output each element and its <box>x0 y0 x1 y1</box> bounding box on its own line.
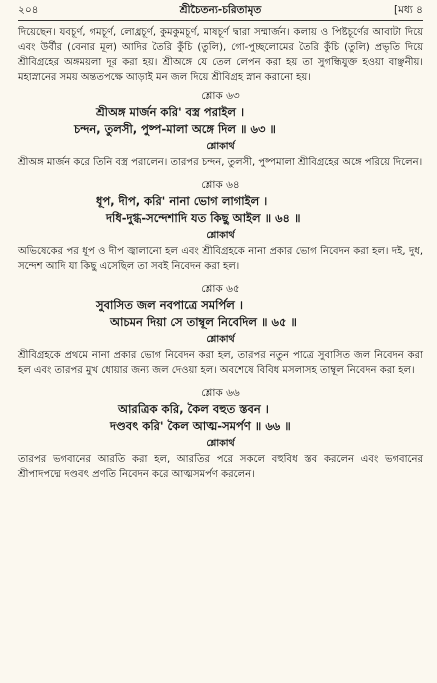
verse-line-2: দণ্ডবৎ করি' কৈল আত্ম-সমর্পণ ॥ ৬৬ ॥ <box>110 419 291 433</box>
verse-line-1: শ্রীঅঙ্গ মার্জন করি' বস্ত্র পরাইল । <box>96 105 245 119</box>
verse-line-2: আচমন দিয়া সে তাম্বূল নিবেদিল ॥ ৬৫ ॥ <box>110 315 297 329</box>
translation-text: অভিষেকের পর ধূপ ও দীপ জ্বালানো হল এবং শ্রীবিগ্রহকে নানা প্রকার ভোগ নিবেদন করা হল। দই, দুধ, সন্দেশ আদি যা কিছু এসেছিল তা সবই নিবেদন করা হল। <box>18 246 423 272</box>
translation-label: শ্লোকার্থ <box>206 230 235 241</box>
book-title: শ্রীচৈতন্য-চরিতামৃত <box>179 4 262 16</box>
sloka-block <box>18 178 423 274</box>
sloka-block <box>18 282 423 378</box>
translation-label: শ্লোকার্থ <box>206 334 235 345</box>
header-rule <box>18 20 423 21</box>
verse-line-1: সুবাসিত জল নবপাত্রে সমর্পিল । <box>96 298 243 312</box>
translation-text: তারপর ভগবানের আরতি করা হল, আরতির পরে সকলে বহুবিধ স্তব করলেন এবং ভগবানের শ্রীপাদপদ্মে দণ্ডবৎ প্রণতি নিবেদন করে আত্মসমর্পণ করলেন। <box>18 454 423 480</box>
section-label: [মধ্য ৪ <box>393 4 423 16</box>
verse-line-2: চন্দন, তুলসী, পুষ্প-মালা অঙ্গে দিল ॥ ৬৩ ॥ <box>74 122 276 136</box>
verse-line-1: আরত্রিক করি, কৈল বহুত স্তবন । <box>118 402 269 416</box>
intro-paragraph: দিয়েছেন। যবচূর্ণ, গমচূর্ণ, লোধ্রচূর্ণ, কুমকুমচূর্ণ, মাষচূর্ণ দ্বারা সম্মার্জন। কলায় ও পিষ্টচূর্ণের আবাটা দিয়ে এবং উর্বীর (বেনার মূল) আদির তৈরি কুঁচি (তুলি), গো-পুচ্ছলোমের তৈরি কুঁচি (তুলি) প্রভৃতি দিয়ে শ্রীবিগ্রহের অঙ্গময়লা দূর করা হয়। শ্রীঅঙ্গে যে তেল লেপন করা হয় তা সুগন্ধিযুক্ত হওয়া বাঞ্ছনীয়। মহাস্নানের সময় অন্ততপক্ষে আড়াই মন জল দিয়ে শ্রীবিগ্রহ স্নান করানো হয়। <box>18 27 423 83</box>
verse-line-2: দধি-দুগ্ধ-সন্দেশাদি যত কিছু আইল ॥ ৬৪ ॥ <box>106 211 301 225</box>
sloka-label: শ্লোক ৬৪ <box>201 179 240 191</box>
sloka-label: শ্লোক ৬৬ <box>201 387 240 399</box>
page-number: ২০৪ <box>18 4 39 16</box>
sloka-block <box>18 89 423 170</box>
sloka-label: শ্লোক ৬৫ <box>201 283 240 295</box>
verse-line-1: ধূপ, দীপ, করি' নানা ভোগ লাগাইল । <box>96 194 268 208</box>
translation-text: শ্রীঅঙ্গ মার্জন করে তিনি বস্ত্র পরালেন। তারপর চন্দন, তুলসী, পুষ্পমালা শ্রীবিগ্রহের অঙ্গে পরিয়ে দিলেন। <box>18 157 423 168</box>
translation-label: শ্লোকার্থ <box>206 438 235 449</box>
sloka-label: শ্লোক ৬৩ <box>201 90 240 102</box>
translation-text: শ্রীবিগ্রহকে প্রথমে নানা প্রকার ভোগ নিবেদন করা হল, তারপর নতুন পাত্রে সুবাসিত জল নিবেদন করা হল এবং তারপর মুখ ধোয়ার জন্য জল দেওয়া হল। অবশেষে বিবিধ মসলাসহ তাম্বূল নিবেদন করা হল। <box>18 350 423 376</box>
page-header <box>18 0 423 20</box>
sloka-block <box>18 386 423 482</box>
translation-label: শ্লোকার্থ <box>206 141 235 152</box>
